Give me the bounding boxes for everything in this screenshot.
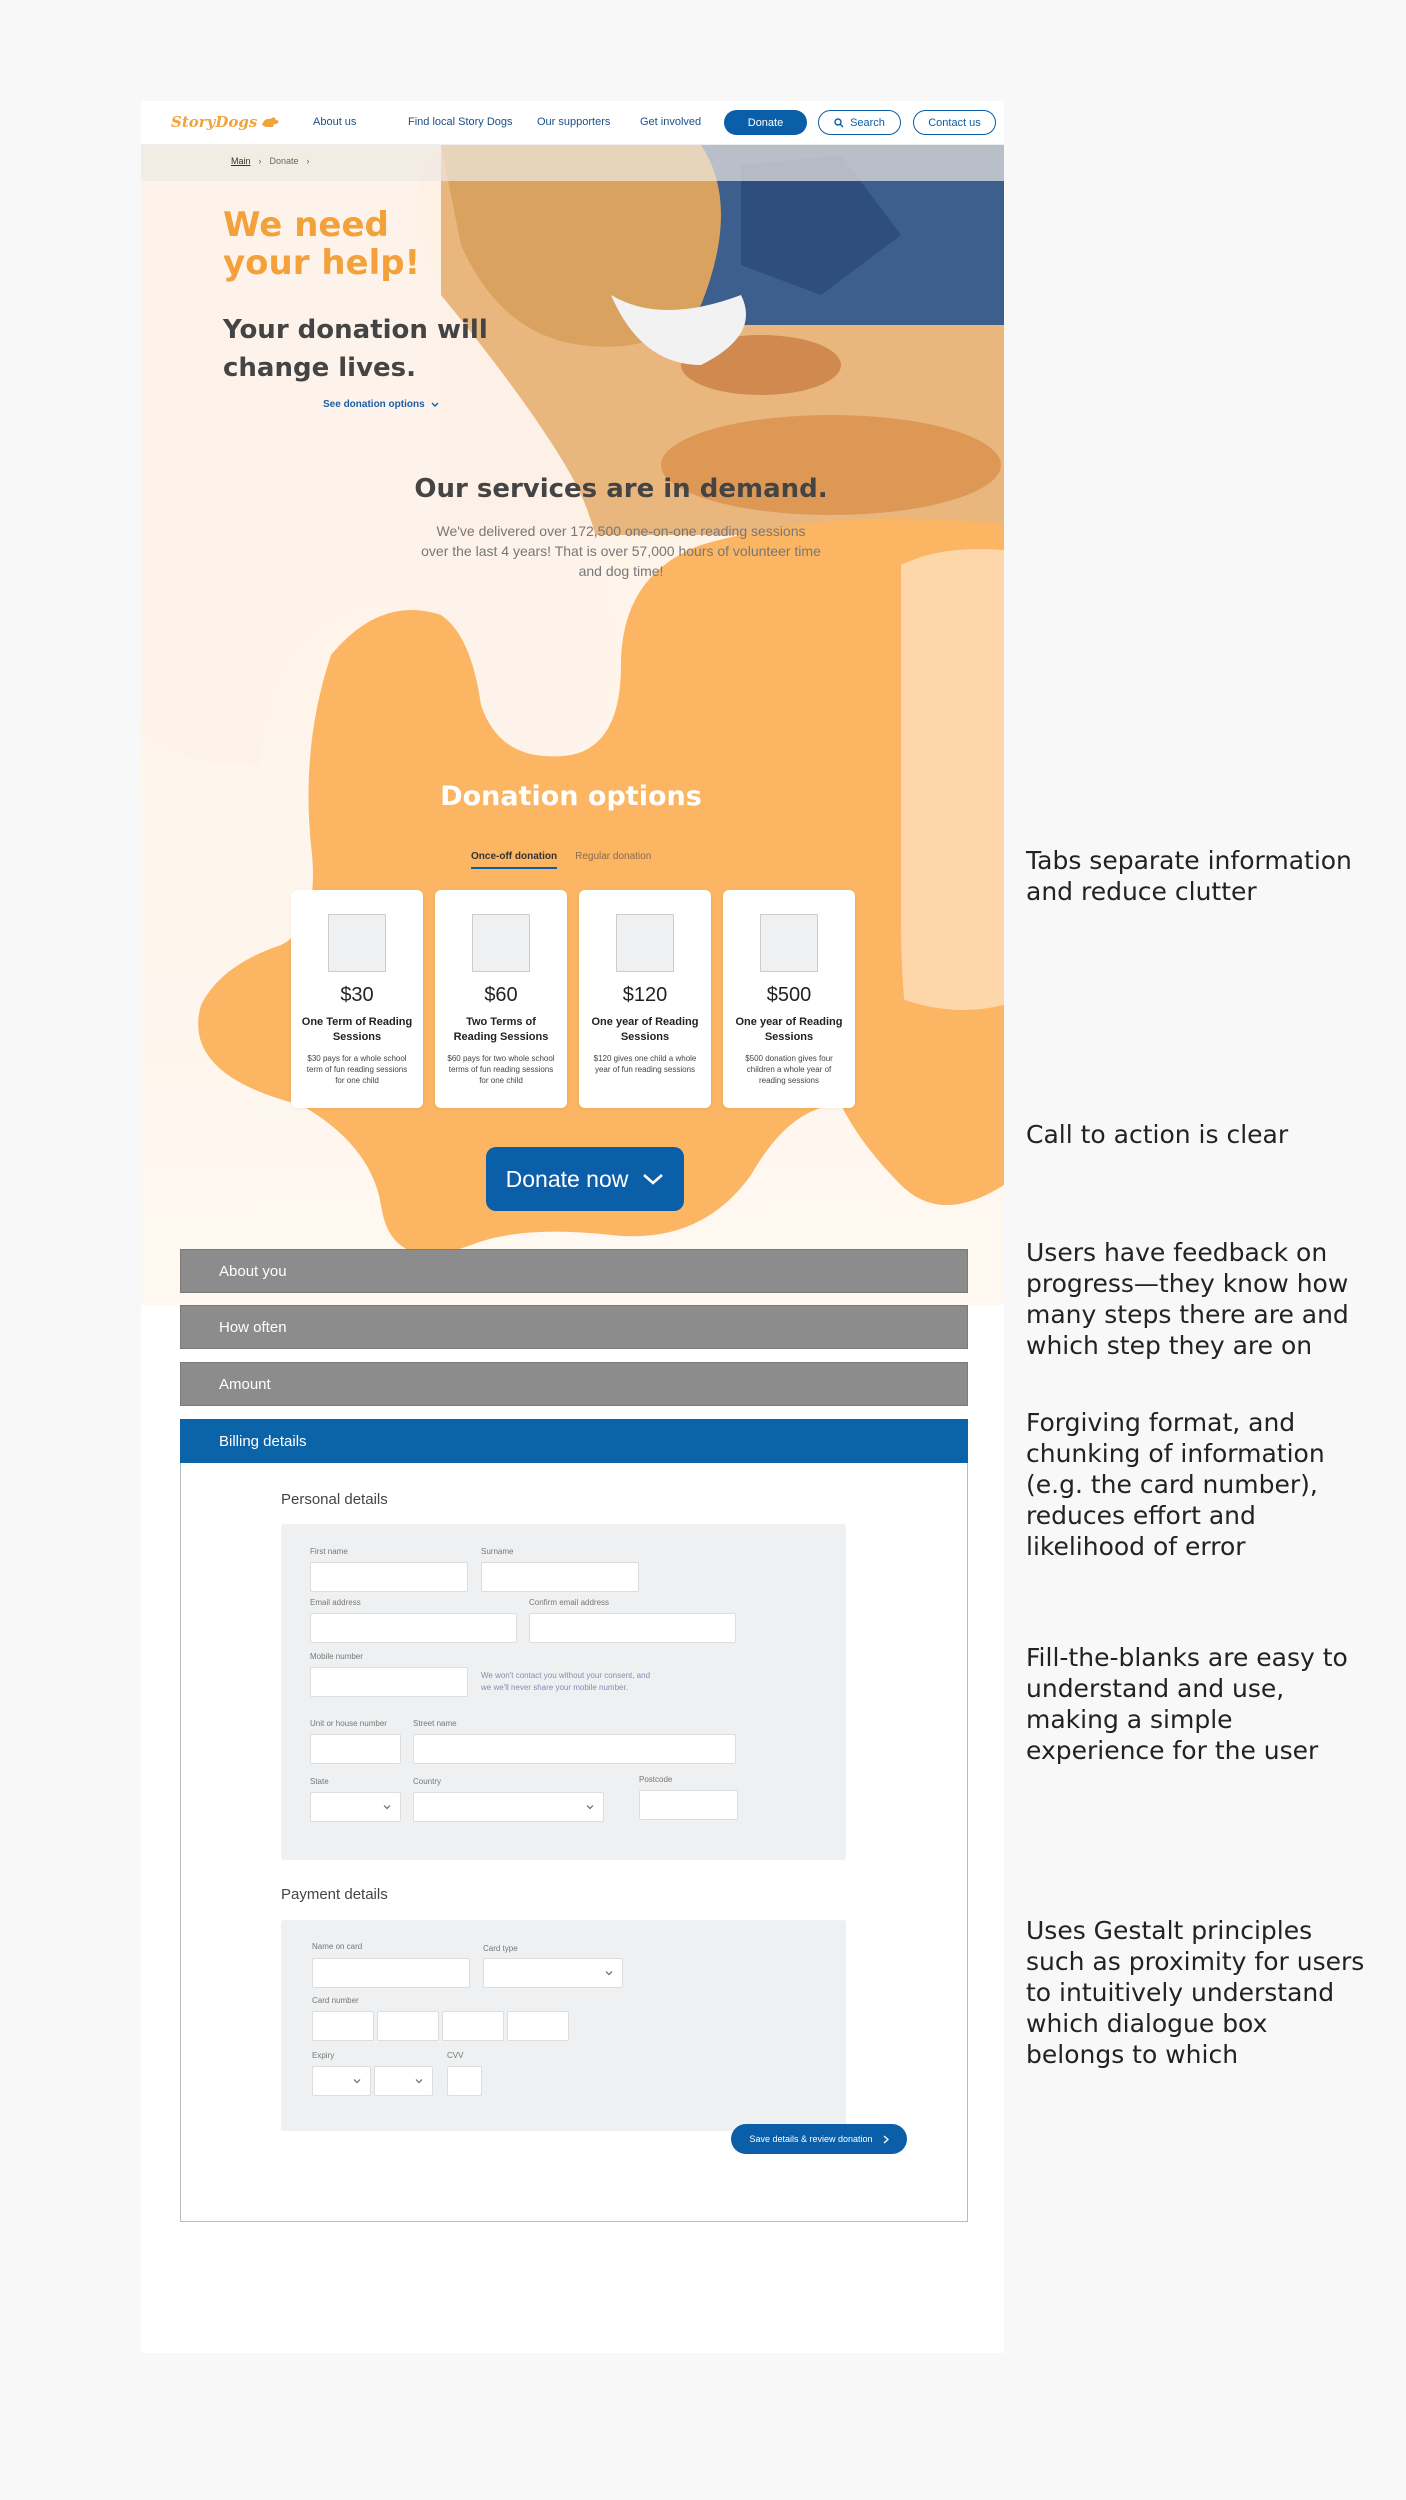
personal-details-title: Personal details bbox=[281, 1491, 388, 1508]
step-amount[interactable]: Amount bbox=[180, 1362, 968, 1406]
donate-now-button[interactable] bbox=[486, 1147, 684, 1211]
tab-regular[interactable]: Regular donation bbox=[575, 851, 652, 862]
chevron-down-icon bbox=[352, 2076, 362, 2086]
payment-details-title: Payment details bbox=[281, 1886, 388, 1903]
country-label: Country bbox=[413, 1777, 442, 1786]
see-options-label: See donation options bbox=[323, 399, 425, 410]
card-image-placeholder bbox=[616, 914, 674, 972]
chevron-right-icon: › bbox=[258, 156, 262, 166]
card-price: $60 bbox=[484, 984, 518, 1006]
name-on-card-field[interactable] bbox=[312, 1958, 470, 1988]
step-billing-details[interactable]: Billing details bbox=[180, 1419, 968, 1463]
donation-cards bbox=[291, 890, 855, 1108]
chevron-down-icon bbox=[604, 1968, 614, 1978]
card-description: $500 donation gives four children a whole year of reading sessions bbox=[745, 1054, 833, 1085]
mobile-hint: We won't contact you without your consent, and we we'll never share your mobile number. bbox=[481, 1671, 651, 1692]
donate-nav-button[interactable]: Donate bbox=[724, 110, 807, 135]
mobile-field[interactable] bbox=[310, 1667, 468, 1697]
postcode-field[interactable] bbox=[639, 1790, 738, 1820]
card-number-group-2[interactable] bbox=[377, 2011, 439, 2041]
search-nav-button[interactable] bbox=[818, 110, 901, 135]
see-donation-options-link[interactable] bbox=[323, 399, 439, 410]
mobile-label: Mobile number bbox=[310, 1652, 363, 1661]
donate-page bbox=[141, 101, 1004, 2353]
street-field[interactable] bbox=[413, 1734, 736, 1764]
name-on-card-label: Name on card bbox=[312, 1942, 363, 1951]
contact-nav-button[interactable]: Contact us bbox=[913, 110, 996, 135]
chevron-down-icon bbox=[414, 2076, 424, 2086]
surname-label: Surname bbox=[481, 1547, 514, 1556]
expiry-label: Expiry bbox=[312, 2051, 335, 2060]
card-title: One Term of Reading Sessions bbox=[301, 1016, 413, 1043]
breadcrumb-main[interactable]: Main bbox=[231, 156, 251, 166]
cvv-label: CVV bbox=[447, 2051, 464, 2060]
unit-field[interactable] bbox=[310, 1734, 401, 1764]
save-review-label: Save details & review donation bbox=[749, 2134, 873, 2144]
expiry-year-select[interactable] bbox=[374, 2066, 433, 2096]
nav-our-supporters[interactable]: Our supporters bbox=[537, 116, 611, 128]
card-title: One year of Reading Sessions bbox=[735, 1016, 843, 1043]
card-image-placeholder bbox=[760, 914, 818, 972]
step-how-often[interactable]: How often bbox=[180, 1305, 968, 1349]
card-image-placeholder bbox=[328, 914, 386, 972]
search-icon bbox=[834, 118, 844, 128]
donation-card[interactable] bbox=[435, 890, 567, 1108]
chevron-down-icon bbox=[642, 1172, 664, 1186]
card-price: $120 bbox=[622, 984, 668, 1006]
card-title: Two Terms of Reading Sessions bbox=[453, 1016, 549, 1043]
logo-text: StoryDogs bbox=[171, 113, 258, 131]
state-label: State bbox=[310, 1777, 329, 1786]
donation-card[interactable] bbox=[723, 890, 855, 1108]
card-image-placeholder bbox=[472, 914, 530, 972]
nav-get-involved[interactable]: Get involved bbox=[640, 116, 702, 128]
card-description: $60 pays for two whole school terms of fun reading sessions for one child bbox=[447, 1054, 555, 1085]
nav-find-local[interactable]: Find local Story Dogs bbox=[408, 116, 513, 128]
chevron-down-icon bbox=[382, 1802, 392, 1812]
payment-details-form bbox=[281, 1920, 846, 2131]
card-description: $30 pays for a whole school term of fun reading sessions for one child bbox=[306, 1054, 408, 1085]
card-number-group-1[interactable] bbox=[312, 2011, 374, 2041]
card-type-label: Card type bbox=[483, 1944, 518, 1953]
chevron-down-icon bbox=[585, 1802, 595, 1812]
step-about-you[interactable]: About you bbox=[180, 1249, 968, 1293]
dog-logo-icon bbox=[260, 115, 280, 129]
hero-headline: We need your help! bbox=[223, 205, 421, 283]
card-number-label: Card number bbox=[312, 1996, 359, 2005]
first-name-field[interactable] bbox=[310, 1562, 468, 1592]
donation-card[interactable] bbox=[291, 890, 423, 1108]
postcode-label: Postcode bbox=[639, 1775, 673, 1784]
annotation-cta: Call to action is clear bbox=[1026, 1120, 1289, 1149]
state-select[interactable] bbox=[310, 1792, 401, 1822]
card-price: $500 bbox=[766, 984, 812, 1006]
storydogs-logo[interactable] bbox=[171, 113, 280, 131]
donation-options-title: Donation options bbox=[440, 781, 702, 812]
save-review-button[interactable] bbox=[731, 2124, 907, 2154]
card-type-select[interactable] bbox=[483, 1958, 623, 1988]
street-label: Street name bbox=[413, 1719, 457, 1728]
annotation-gestalt: Uses Gestalt principles such as proximity for users to intuitively understand which dialogue box belongs to which bbox=[1026, 1916, 1365, 2069]
annotation-progress: Users have feedback on progress—they know how many steps there are and which step they are on bbox=[1026, 1238, 1349, 1360]
email-label: Email address bbox=[310, 1598, 361, 1607]
donation-card[interactable] bbox=[579, 890, 711, 1108]
card-title: One year of Reading Sessions bbox=[591, 1016, 699, 1043]
chevron-right-icon bbox=[883, 2135, 889, 2144]
card-number-group-3[interactable] bbox=[442, 2011, 504, 2041]
chevron-down-icon bbox=[431, 402, 439, 408]
breadcrumb bbox=[231, 156, 310, 166]
card-number-group-4[interactable] bbox=[507, 2011, 569, 2041]
annotation-forgiving-format: Forgiving format, and chunking of information (e.g. the card number), reduces effort and likelihood of error bbox=[1026, 1408, 1325, 1561]
annotation-fill-blanks: Fill-the-blanks are easy to understand and use, making a simple experience for the user bbox=[1026, 1643, 1348, 1765]
services-text: We've delivered over 172,500 one-on-one reading sessions over the last 4 years! That is over 57,000 hours of volunteer time and dog time! bbox=[421, 523, 821, 579]
country-select[interactable] bbox=[413, 1792, 604, 1822]
chevron-right-icon: › bbox=[306, 156, 310, 166]
first-name-label: First name bbox=[310, 1547, 348, 1556]
services-title: Our services are in demand. bbox=[414, 474, 828, 504]
personal-details-form bbox=[281, 1524, 846, 1860]
card-description: $120 gives one child a whole year of fun reading sessions bbox=[593, 1054, 697, 1074]
confirm-email-field[interactable] bbox=[529, 1613, 736, 1643]
hero-subheadline: Your donation will change lives. bbox=[223, 315, 488, 383]
site-header bbox=[141, 101, 1004, 145]
surname-field[interactable] bbox=[481, 1562, 639, 1592]
unit-label: Unit or house number bbox=[310, 1719, 387, 1728]
search-label: Search bbox=[850, 116, 885, 129]
expiry-month-select[interactable] bbox=[312, 2066, 371, 2096]
billing-details-panel bbox=[180, 1463, 968, 2222]
breadcrumb-current: Donate bbox=[269, 156, 299, 166]
donate-now-label: Donate now bbox=[505, 1165, 629, 1192]
cvv-field[interactable] bbox=[447, 2066, 482, 2096]
email-field[interactable] bbox=[310, 1613, 517, 1643]
tab-once-off[interactable]: Once-off donation bbox=[471, 851, 557, 869]
donation-tabs bbox=[471, 851, 651, 869]
confirm-email-label: Confirm email address bbox=[529, 1598, 610, 1607]
card-price: $30 bbox=[340, 984, 374, 1006]
nav-about-us[interactable]: About us bbox=[313, 116, 357, 128]
annotation-tabs: Tabs separate information and reduce clutter bbox=[1026, 846, 1352, 906]
